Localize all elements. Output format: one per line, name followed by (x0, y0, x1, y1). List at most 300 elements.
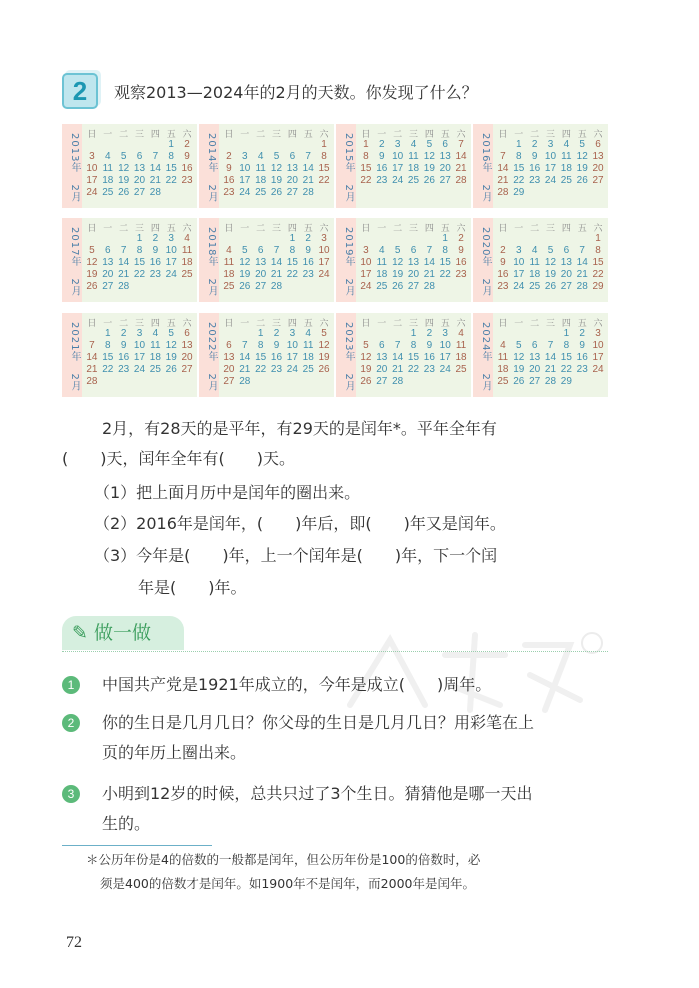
weekday-header: 四 (150, 223, 160, 233)
calendar-day: 24 (544, 175, 557, 186)
empty-cell (358, 233, 374, 245)
calendar-day: 18 (181, 257, 193, 268)
question-item-1: （1）把上面月历中是闰年的圈出来。 (94, 483, 361, 502)
calendar-day: 19 (239, 269, 251, 280)
calendar-day: 10 (286, 340, 298, 351)
calendar-day: 10 (392, 151, 404, 162)
calendar-day: 21 (302, 175, 314, 186)
calendar-day: 10 (239, 163, 251, 174)
calendar-day: 3 (241, 151, 248, 162)
calendar-day: 11 (255, 163, 266, 174)
calendar-day: 27 (286, 187, 298, 198)
calendar-2024 (473, 313, 608, 397)
empty-cell (495, 233, 511, 245)
practice-item-3: 小明到12岁的时候，总共只过了3个生日。猜猜他是哪一天出 (102, 784, 533, 803)
calendar-day: 13 (592, 151, 604, 162)
calendar-day: 1 (595, 233, 601, 244)
weekday-header: 四 (561, 223, 571, 233)
calendar-year-label: 2016年 2月 (473, 124, 493, 208)
calendar-day: 11 (303, 340, 314, 351)
practice-title: 做一做 (93, 622, 151, 644)
calendar-day: 17 (318, 257, 330, 268)
calendar-day: 19 (318, 352, 330, 363)
weekday-header: 一 (514, 129, 524, 139)
calendar-day: 24 (392, 175, 404, 186)
empty-cell (558, 233, 574, 245)
calendar-day: 7 (394, 340, 401, 351)
calendar-day: 17 (513, 269, 525, 280)
calendar-day: 14 (576, 257, 588, 268)
calendar-day: 12 (513, 352, 525, 363)
calendar-day: 8 (289, 245, 296, 256)
calendar-day: 12 (360, 352, 372, 363)
calendar-day: 12 (423, 151, 435, 162)
weekday-header: 三 (408, 318, 418, 328)
calendar-day: 12 (165, 340, 177, 351)
weekday-header: 五 (440, 129, 450, 139)
empty-cell (100, 233, 116, 245)
calendar-day: 17 (86, 175, 98, 186)
calendar-day: 13 (407, 257, 420, 268)
weekday-header: 四 (150, 318, 160, 328)
calendar-day: 18 (560, 163, 572, 174)
calendar-grid (356, 218, 471, 302)
empty-cell (147, 139, 163, 151)
calendar-day: 4 (226, 245, 232, 256)
empty-cell (300, 139, 316, 151)
calendar-day: 20 (223, 364, 235, 375)
calendar-day: 6 (184, 328, 190, 339)
calendar-day: 8 (104, 340, 111, 351)
calendar-day: 27 (560, 281, 572, 292)
calendar-day: 3 (595, 328, 601, 339)
calendar-grid (82, 124, 197, 208)
empty-cell (237, 328, 253, 340)
calendar-day: 13 (223, 352, 235, 363)
watermark-graphic (330, 625, 610, 715)
practice-item-2: 你的生日是几月几日？你父母的生日是几月几日？用彩笔在上 (102, 713, 535, 732)
weekday-header: 三 (134, 223, 144, 233)
calendar-grid (493, 218, 608, 302)
calendar-day: 3 (394, 139, 401, 150)
weekday-header: 二 (119, 129, 129, 139)
calendar-day: 25 (102, 187, 114, 198)
calendar-day: 1 (104, 328, 111, 339)
calendar-day: 10 (133, 340, 146, 351)
weekday-header: 一 (377, 129, 387, 139)
weekday-header: 日 (361, 129, 371, 139)
calendar-day: 4 (378, 245, 385, 256)
calendar-2021 (62, 313, 197, 397)
footnote-line-1: ＊公历年份是4的倍数的一般都是闰年，但公历年份是100的倍数时，必 (86, 852, 481, 867)
calendar-day: 23 (223, 187, 235, 198)
weekday-header: 三 (134, 129, 144, 139)
calendar-day: 17 (392, 163, 404, 174)
calendar-day: 16 (529, 163, 541, 174)
calendar-day: 8 (442, 245, 448, 256)
calendar-day: 2 (458, 233, 464, 244)
calendar-2023 (336, 313, 471, 397)
calendar-day: 3 (442, 328, 448, 339)
calendar-day: 28 (576, 281, 588, 292)
calendar-grid (493, 313, 608, 397)
calendar-year-label: 2021年 2月 (62, 313, 82, 397)
calendar-day: 13 (133, 163, 146, 174)
weekday-header: 日 (87, 318, 97, 328)
calendar-day: 2 (378, 139, 385, 150)
calendar-day: 26 (392, 281, 404, 292)
calendar-day: 6 (289, 151, 296, 162)
empty-cell (495, 328, 511, 340)
calendar-day: 7 (426, 245, 433, 256)
calendar-2019 (336, 218, 471, 302)
calendar-day: 18 (255, 175, 267, 186)
calendar-day: 24 (318, 269, 330, 280)
empty-cell (390, 233, 406, 245)
calendar-day: 23 (181, 175, 193, 186)
empty-cell (511, 328, 527, 340)
calendar-day: 19 (423, 163, 435, 174)
calendar-day: 5 (273, 151, 280, 162)
weekday-header: 六 (182, 223, 192, 233)
calendar-day: 20 (255, 269, 267, 280)
calendar-day: 18 (223, 269, 235, 280)
calendar-day: 13 (255, 257, 267, 268)
calendar-year-label: 2018年 2月 (199, 218, 219, 302)
calendar-day: 29 (513, 187, 525, 198)
weekday-header: 一 (514, 223, 524, 233)
calendar-day: 18 (149, 352, 161, 363)
empty-cell (374, 328, 390, 340)
weekday-header: 六 (182, 129, 192, 139)
calendar-day: 14 (455, 151, 467, 162)
question-item-3: （3）今年是( )年，上一个闰年是( )年，下一个闰 (94, 546, 498, 565)
calendar-day: 1 (289, 233, 296, 244)
dotted-divider (62, 651, 608, 652)
calendar-day: 7 (500, 151, 506, 162)
calendar-day: 11 (181, 245, 193, 256)
calendar-day: 4 (500, 340, 506, 351)
calendar-day: 6 (136, 151, 143, 162)
calendar-day: 26 (513, 376, 525, 387)
calendar-day: 3 (363, 245, 369, 256)
calendar-day: 27 (407, 281, 420, 292)
calendar-day: 15 (439, 257, 451, 268)
calendar-day: 13 (376, 352, 388, 363)
calendar-grid (82, 313, 197, 397)
calendar-day: 2 (273, 328, 280, 339)
calendar-day: 12 (86, 257, 98, 268)
calendar-day: 1 (410, 328, 417, 339)
empty-cell (253, 233, 269, 245)
calendar-day: 8 (136, 245, 143, 256)
weekday-header: 五 (303, 223, 313, 233)
calendar-day: 1 (363, 139, 369, 150)
weekday-header: 日 (498, 318, 508, 328)
calendar-day: 24 (239, 187, 251, 198)
calendar-day: 20 (133, 175, 146, 186)
calendar-year-label: 2015年 2月 (336, 124, 356, 208)
calendar-day: 16 (455, 257, 467, 268)
calendar-day: 7 (458, 139, 464, 150)
calendar-day: 5 (363, 340, 369, 351)
calendar-day: 28 (270, 281, 283, 292)
empty-cell (358, 328, 374, 340)
calendar-day: 19 (513, 364, 525, 375)
empty-cell (511, 233, 527, 245)
calendar-day: 1 (168, 139, 174, 150)
watermark-stroke (525, 645, 580, 710)
calendar-day: 6 (226, 340, 232, 351)
empty-cell (132, 139, 148, 151)
calendar-day: 5 (579, 139, 585, 150)
calendar-day: 24 (86, 187, 98, 198)
calendar-day: 20 (529, 364, 541, 375)
calendar-day: 25 (455, 364, 467, 375)
calendar-day: 3 (547, 139, 554, 150)
calendar-day: 24 (165, 269, 177, 280)
empty-cell (421, 233, 437, 245)
calendar-day: 5 (426, 139, 433, 150)
calendar-day: 11 (529, 257, 540, 268)
calendar-day: 23 (376, 175, 388, 186)
calendar-day: 11 (561, 151, 572, 162)
calendar-day: 9 (531, 151, 538, 162)
weekday-header: 三 (271, 223, 281, 233)
weekday-header: 五 (577, 129, 587, 139)
calendar-day: 12 (318, 340, 330, 351)
calendar-day: 27 (133, 187, 146, 198)
weekday-header: 四 (150, 129, 160, 139)
calendar-2017 (62, 218, 197, 302)
weekday-header: 一 (240, 223, 250, 233)
calendar-day: 10 (360, 257, 372, 268)
weekday-header: 五 (303, 129, 313, 139)
weekday-header: 二 (393, 223, 403, 233)
calendar-day: 28 (149, 187, 161, 198)
weekday-header: 日 (87, 129, 97, 139)
weekday-header: 日 (498, 129, 508, 139)
calendar-day: 15 (255, 352, 267, 363)
calendar-day: 22 (360, 175, 372, 186)
weekday-header: 四 (424, 129, 434, 139)
calendar-day: 21 (544, 364, 557, 375)
weekday-header: 三 (408, 129, 418, 139)
calendar-day: 7 (273, 245, 280, 256)
watermark-stroke (445, 635, 505, 710)
calendar-day: 25 (302, 364, 314, 375)
calendar-day: 22 (102, 364, 114, 375)
empty-cell (527, 328, 543, 340)
calendar-day: 25 (407, 175, 420, 186)
calendar-day: 28 (544, 376, 557, 387)
weekday-header: 日 (87, 223, 97, 233)
calendar-day: 28 (392, 376, 404, 387)
weekday-header: 一 (240, 129, 250, 139)
calendar-day: 29 (560, 376, 572, 387)
calendar-day: 11 (455, 340, 467, 351)
calendar-day: 22 (513, 175, 525, 186)
calendar-day: 13 (560, 257, 572, 268)
empty-cell (116, 233, 132, 245)
footnote-rule (62, 845, 212, 846)
calendar-day: 26 (165, 364, 177, 375)
weekday-header: 二 (256, 318, 266, 328)
weekday-header: 一 (514, 318, 524, 328)
calendar-day: 20 (181, 352, 193, 363)
calendar-day: 12 (576, 151, 588, 162)
calendar-2016 (473, 124, 608, 208)
calendar-day: 1 (442, 233, 448, 244)
calendar-day: 22 (592, 269, 604, 280)
calendar-day: 6 (104, 245, 111, 256)
weekday-header: 一 (377, 223, 387, 233)
calendar-day: 9 (273, 340, 280, 351)
calendar-day: 10 (592, 340, 604, 351)
pencil-icon: ✎ (72, 622, 88, 644)
calendar-day: 19 (392, 269, 404, 280)
calendar-day: 16 (223, 175, 235, 186)
calendar-day: 6 (563, 245, 570, 256)
calendar-day: 23 (302, 269, 314, 280)
practice-number-3: 3 (62, 785, 80, 803)
weekday-header: 日 (224, 318, 234, 328)
calendar-day: 20 (560, 269, 572, 280)
weekday-header: 五 (440, 318, 450, 328)
calendar-day: 6 (442, 139, 448, 150)
calendar-day: 19 (270, 175, 283, 186)
calendar-day: 20 (286, 175, 298, 186)
weekday-header: 三 (545, 223, 555, 233)
calendar-day: 25 (181, 269, 193, 280)
empty-cell (116, 139, 132, 151)
calendar-grid (219, 124, 334, 208)
calendar-day: 9 (378, 151, 385, 162)
calendar-day: 20 (376, 364, 388, 375)
weekday-header: 一 (377, 318, 387, 328)
calendar-day: 19 (576, 163, 588, 174)
calendar-day: 4 (152, 328, 159, 339)
calendar-year-label: 2017年 2月 (62, 218, 82, 302)
calendar-day: 5 (547, 245, 554, 256)
weekday-header: 五 (440, 223, 450, 233)
page-number: 72 (66, 934, 82, 951)
calendar-day: 21 (239, 364, 251, 375)
calendar-day: 18 (102, 175, 114, 186)
calendar-day: 9 (579, 340, 585, 351)
calendar-row-3 (62, 313, 608, 397)
calendar-day: 27 (255, 281, 267, 292)
calendar-day: 14 (544, 352, 557, 363)
calendar-day: 15 (102, 352, 114, 363)
calendar-day: 6 (595, 139, 601, 150)
calendar-day: 28 (86, 376, 98, 387)
calendar-day: 12 (118, 163, 130, 174)
calendar-day: 15 (592, 257, 604, 268)
problem-question: 观察2013—2024年的2月的天数。你发现了什么？ (114, 83, 478, 102)
calendar-day: 11 (497, 352, 509, 363)
calendar-grid (82, 218, 197, 302)
calendar-day: 5 (168, 328, 174, 339)
weekday-header: 二 (530, 318, 540, 328)
calendar-day: 12 (270, 163, 283, 174)
weekday-header: 三 (271, 318, 281, 328)
calendar-day: 6 (257, 245, 264, 256)
calendar-day: 26 (360, 376, 372, 387)
question-item-3-cont: 年是( )年。 (138, 578, 247, 597)
weekday-header: 日 (361, 318, 371, 328)
empty-cell (543, 233, 559, 245)
calendar-day: 16 (270, 352, 283, 363)
empty-cell (221, 233, 237, 245)
calendar-day: 11 (408, 151, 419, 162)
calendar-day: 12 (544, 257, 557, 268)
calendar-day: 3 (136, 328, 143, 339)
calendar-2015 (336, 124, 471, 208)
calendar-day: 20 (592, 163, 604, 174)
calendar-day: 22 (165, 175, 177, 186)
registered-mark-graphic (582, 633, 602, 653)
calendar-grid (356, 313, 471, 397)
calendar-day: 10 (513, 257, 525, 268)
calendar-day: 21 (497, 175, 509, 186)
calendar-day: 1 (136, 233, 143, 244)
calendar-day: 24 (360, 281, 372, 292)
calendar-day: 13 (102, 257, 114, 268)
calendar-2018 (199, 218, 334, 302)
calendar-day: 24 (592, 364, 604, 375)
calendar-day: 21 (149, 175, 161, 186)
calendar-day: 9 (184, 151, 190, 162)
calendar-day: 2 (305, 233, 311, 244)
calendar-day: 28 (239, 376, 251, 387)
weekday-header: 二 (530, 129, 540, 139)
weekday-header: 六 (319, 223, 329, 233)
problem-number-badge: 2 (62, 73, 98, 109)
weekday-header: 日 (224, 129, 234, 139)
calendar-day: 14 (239, 352, 251, 363)
calendar-day: 22 (133, 269, 146, 280)
practice-number-1: 1 (62, 676, 80, 694)
calendar-day: 9 (305, 245, 311, 256)
calendar-day: 8 (321, 151, 327, 162)
calendar-day: 13 (529, 352, 541, 363)
practice-item-1: 中国共产党是1921年成立的，今年是成立( )周年。 (102, 675, 492, 694)
calendar-day: 18 (407, 163, 420, 174)
practice-item-3-cont: 生的。 (102, 814, 151, 833)
calendar-day: 27 (529, 376, 541, 387)
weekday-header: 四 (424, 318, 434, 328)
calendar-day: 1 (321, 139, 327, 150)
calendar-day: 27 (376, 376, 388, 387)
calendar-day: 14 (392, 352, 404, 363)
calendar-day: 13 (286, 163, 298, 174)
calendar-day: 10 (439, 340, 451, 351)
practice-number-2: 2 (62, 714, 80, 732)
calendar-day: 20 (102, 269, 114, 280)
calendar-year-label: 2024年 2月 (473, 313, 493, 397)
calendar-day: 11 (150, 340, 161, 351)
weekday-header: 一 (103, 318, 113, 328)
calendar-day: 8 (168, 151, 174, 162)
calendar-day: 25 (497, 376, 509, 387)
calendar-day: 21 (86, 364, 98, 375)
weekday-header: 三 (134, 318, 144, 328)
calendar-day: 17 (592, 352, 604, 363)
calendar-day: 6 (531, 340, 538, 351)
empty-cell (100, 139, 116, 151)
weekday-header: 六 (456, 223, 466, 233)
